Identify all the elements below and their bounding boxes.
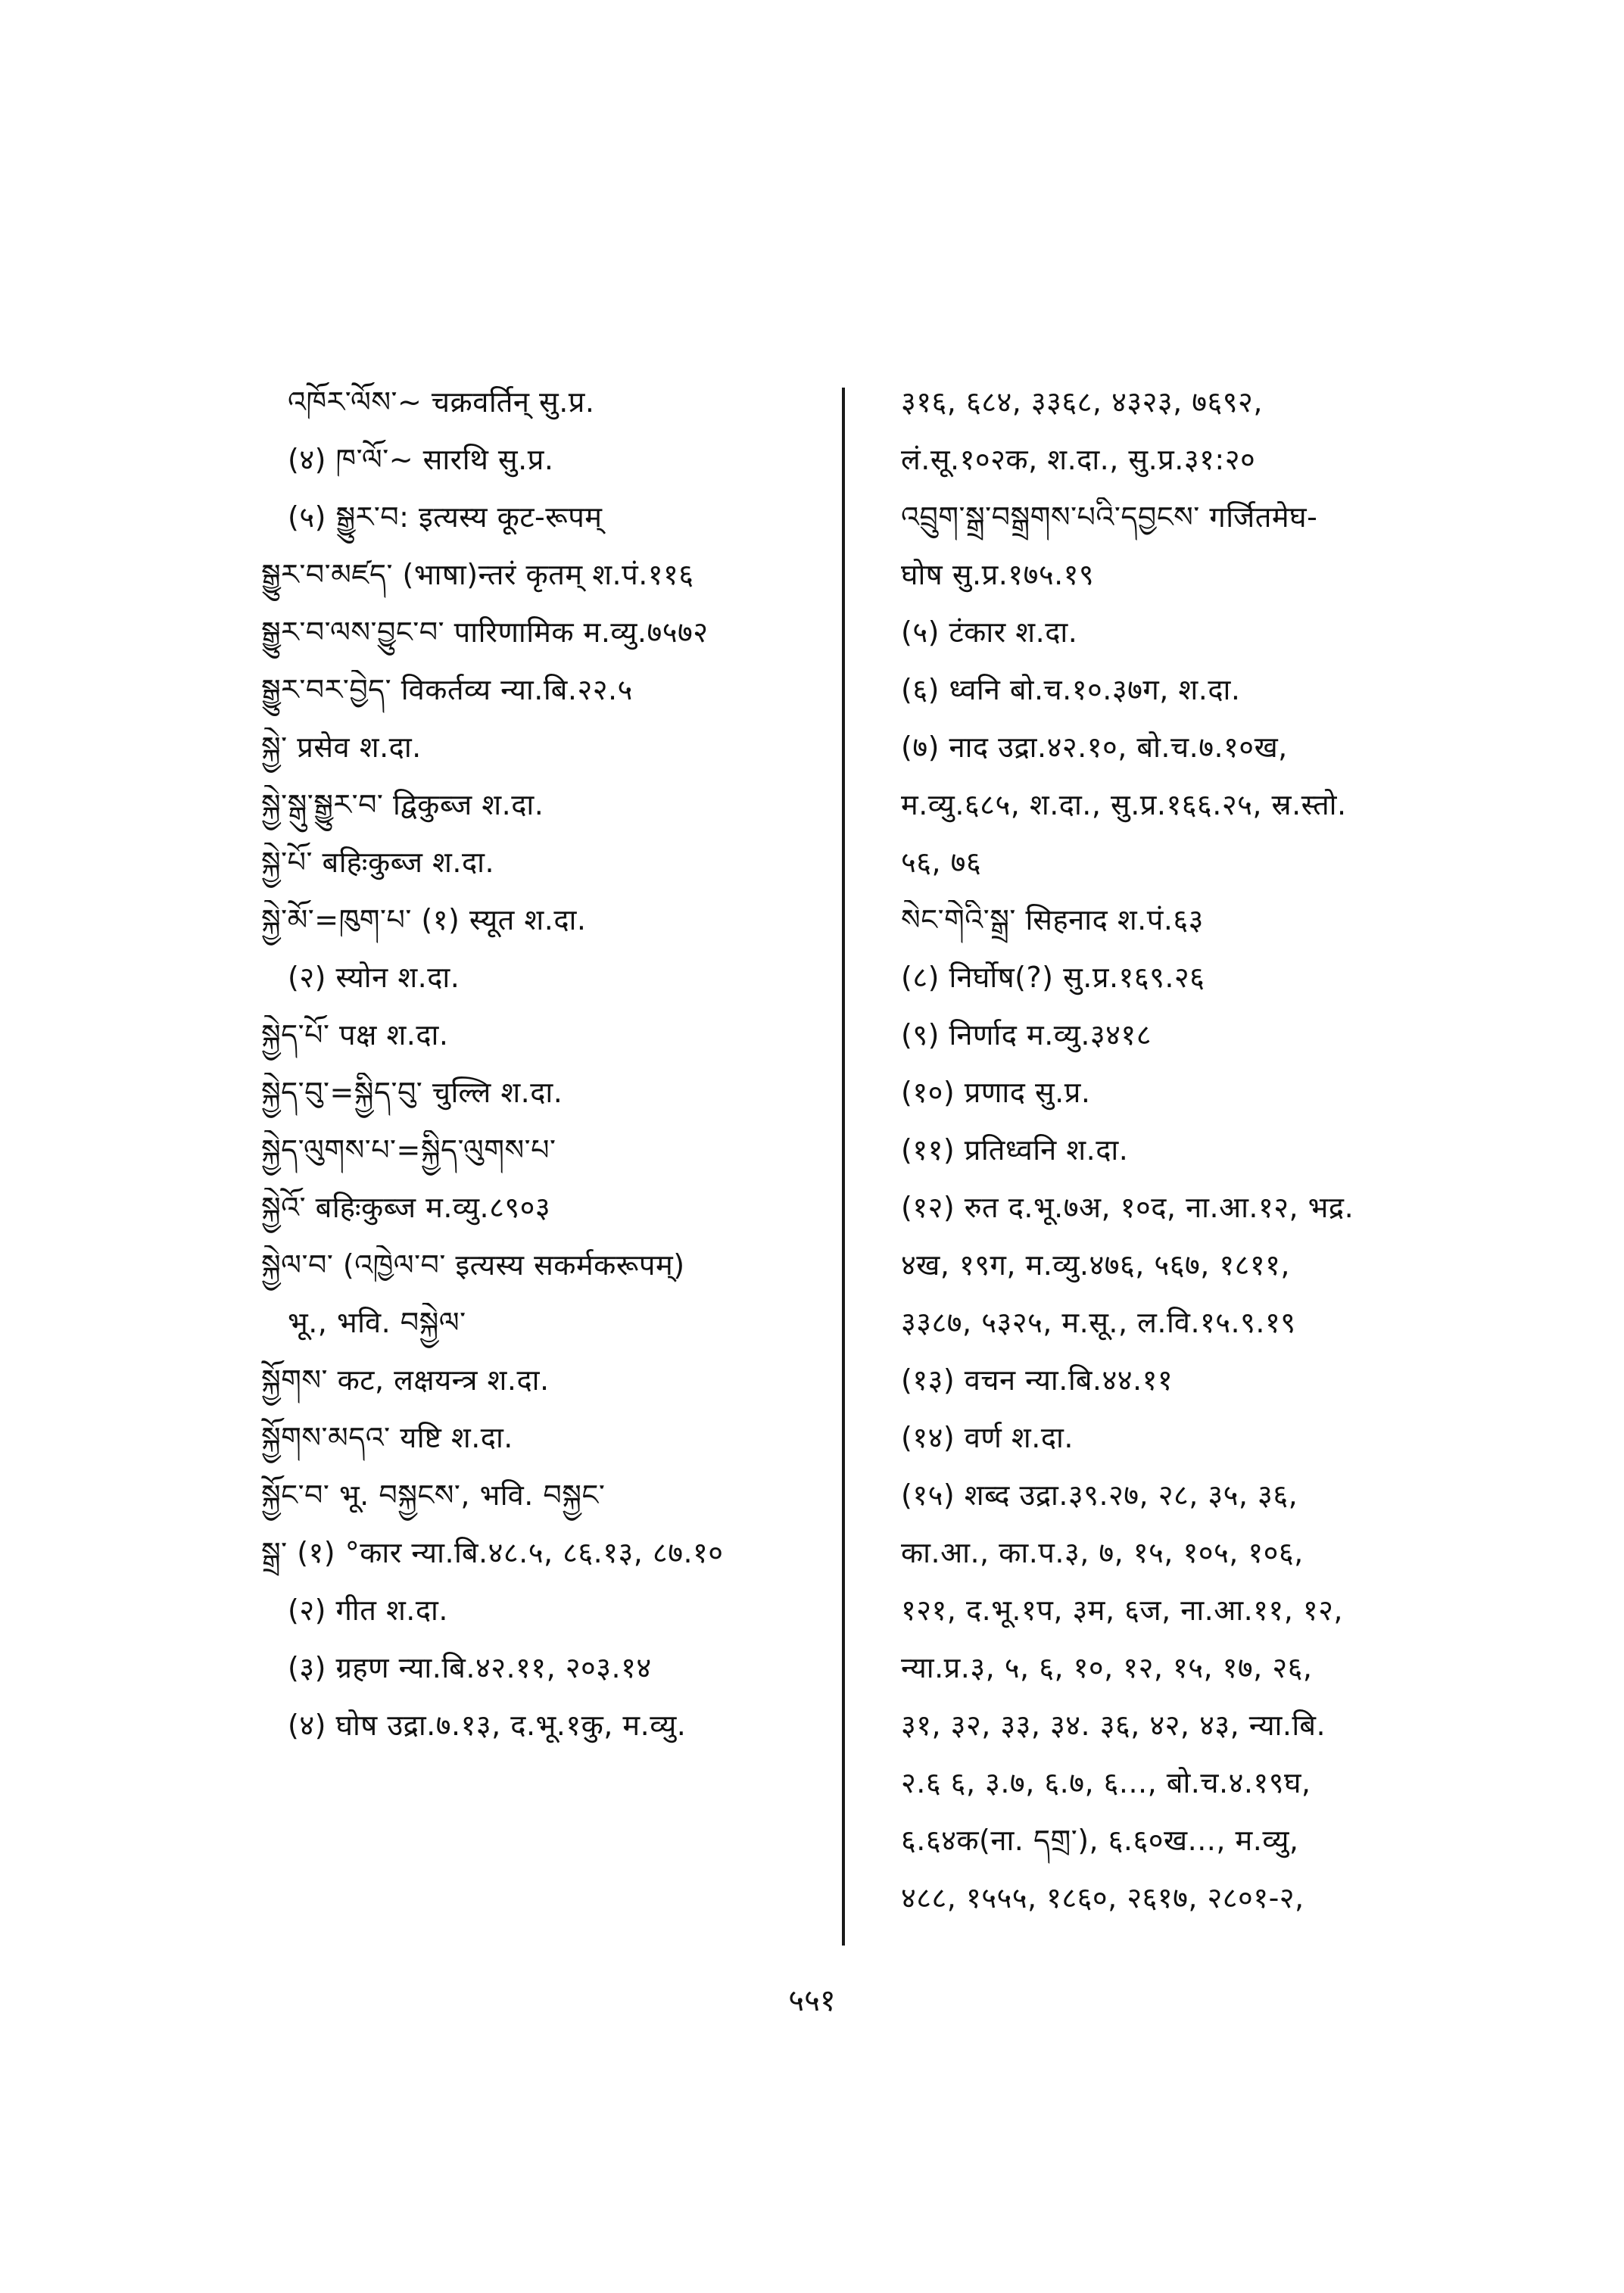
entry-line: འཁོར་ལོས་~ चक्रवर्तिन् सु.प्र. (288, 385, 595, 419)
page-number: ५५१ (788, 1983, 836, 2018)
entry-line: लं.सू.१०२क, श.दा., सु.प्र.३१:२० (901, 443, 1256, 476)
right-column (901, 382, 1461, 1936)
entry-line: (४) ཁ་ལོ་~ सारथि सु.प्र. (288, 443, 554, 476)
entry-line: ४ख, १९ग, म.व्यु.४७६, ५६७, १८११, (901, 1248, 1290, 1282)
entry-line: སྒྱུར་བར་བྱེད་ विकर्तव्य न्या.बि.२२.५ (261, 673, 633, 706)
entry-line: སེང་གེའི་སྒྲ་ सिहनाद श.पं.६३ (901, 903, 1204, 936)
entry-line: སྐྱོགས་ कट, लक्षयन्त्र श.दा. (261, 1363, 550, 1397)
entry-line: སྒྲ་ (१) °कार न्या.बि.४८.५, ८६.१३, ८७.१० (261, 1536, 724, 1569)
entry-line: (१३) वचन न्या.बि.४४.११ (901, 1363, 1174, 1397)
entry-line: (१०) प्रणाद सु.प्र. (901, 1076, 1091, 1109)
entry-line: སྐྱེལ་བ་ (འཁྱེལ་བ་ इत्यस्य सकर्मकरूपम्) (261, 1248, 685, 1282)
left-column (261, 382, 821, 1763)
entry-line: का.आ., का.प.३, ७, १५, १०५, १०६, (901, 1536, 1304, 1569)
entry-line: སྐྱེ་ प्रसेव श.दा. (261, 731, 422, 764)
entry-line: སྐྱེ་མོ་=ཁུག་པ་ (१) स्यूत श.दा. (261, 903, 587, 936)
entry-line: न्या.प्र.३, ५, ६, १०, १२, १५, १७, २६, (901, 1651, 1313, 1684)
entry-line: २.६ ६, ३.७, ६.७, ६..., बो.च.४.१९घ, (901, 1766, 1311, 1799)
entry-line: སྐྱེ་སྒུ་སྒྱུར་བ་ द्विकुब्ज श.दा. (261, 788, 544, 821)
entry-line: (११) प्रतिध्वनि श.दा. (901, 1133, 1129, 1167)
entry-line: (५) टंकार श.दा. (901, 615, 1078, 649)
entry-line: སྐྱེ་པོ་ बहिःकुब्ज श.दा. (261, 846, 495, 879)
entry-line: (२) स्योन श.दा. (288, 961, 460, 994)
entry-line: ६.६४क(ना. དགྲ་), ६.६०ख..., म.व्यु, (901, 1824, 1299, 1857)
entry-line: ३३८७, ५३२५, म.सू., ल.वि.१५.९.१९ (901, 1306, 1296, 1339)
entry-line: སྒྱུར་བ་མཛད་ (भाषा)न्तरं कृतम् श.पं.११६ (261, 558, 694, 591)
entry-line: (३) ग्रहण न्या.बि.४२.११, २०३.१४ (288, 1651, 652, 1684)
entry-line: སྐྱེད་ལུགས་པ་=སྐྱིད་ལུགས་པ་ (261, 1133, 556, 1167)
entry-line: (१२) रुत द.भू.७अ, १०द, ना.आ.१२, भद्र. (901, 1191, 1354, 1224)
entry-line: (८) निर्घोष(?) सु.प्र.१६९.२६ (901, 961, 1205, 994)
entry-line: སྐྱོགས་མདའ་ यष्टि श.दा. (261, 1421, 513, 1454)
entry-line: घोष सु.प्र.१७५.१९ (901, 558, 1095, 591)
entry-line: (७) नाद उद्रा.४२.१०, बो.च.७.१०ख, (901, 731, 1288, 764)
entry-line: (६) ध्वनि बो.च.१०.३७ग, श.दा. (901, 673, 1241, 706)
entry-line: སྐྱེད་པོ་ पक्ष श.दा. (261, 1018, 449, 1051)
entry-line: म.व्यु.६८५, श.दा., सु.प्र.१६६.२५, स्र.स्तो. (901, 788, 1347, 821)
entry-line: (२) गीत श.दा. (288, 1594, 448, 1627)
entry-line: भू., भवि. བསྐྱེལ་ (288, 1306, 466, 1339)
entry-line: འབྲུག་སྒྲ་བསྒྲགས་པའི་དབྱངས་ गर्जितमेघ- (901, 500, 1318, 534)
entry-line: (४) घोष उद्रा.७.१३, द.भू.१कु, म.व्यु. (288, 1709, 687, 1742)
entry-line: ४८८, १५५५, १८६०, २६१७, २८०१-२, (901, 1881, 1304, 1914)
entry-line: སྐྱོང་བ་ भू. བསྐྱངས་, भवि. བསྐྱང་ (261, 1478, 606, 1512)
entry-line: སྒྱུར་བ་ལས་བྱུང་བ་ पारिणामिक म.व्यु.७५७२ (261, 615, 709, 649)
entry-line: १२१, द.भू.१प, ३म, ६ज, ना.आ.११, १२, (901, 1594, 1343, 1627)
entry-line: སྐྱེད་བུ་=སྐྱིད་བུ་ चुल्लि श.दा. (261, 1076, 563, 1109)
entry-line: (१४) वर्ण श.दा. (901, 1421, 1074, 1454)
entry-line: (५) སྒྱུར་བ: इत्यस्य कूट-रूपम् (288, 500, 603, 534)
entry-line: (१५) शब्द उद्रा.३९.२७, २८, ३५, ३६, (901, 1478, 1298, 1512)
entry-line: (९) निर्णाद म.व्यु.३४१८ (901, 1018, 1152, 1051)
entry-line: ३१६, ६८४, ३३६८, ४३२३, ७६९२, (901, 385, 1263, 419)
entry-line: ५६, ७६ (901, 846, 982, 879)
entry-line: སྐྱེའོ་ बहिःकुब्ज म.व्यु.८९०३ (261, 1191, 551, 1224)
column-divider (842, 388, 845, 1946)
entry-line: ३१, ३२, ३३, ३४. ३६, ४२, ४३, न्या.बि. (901, 1709, 1326, 1742)
